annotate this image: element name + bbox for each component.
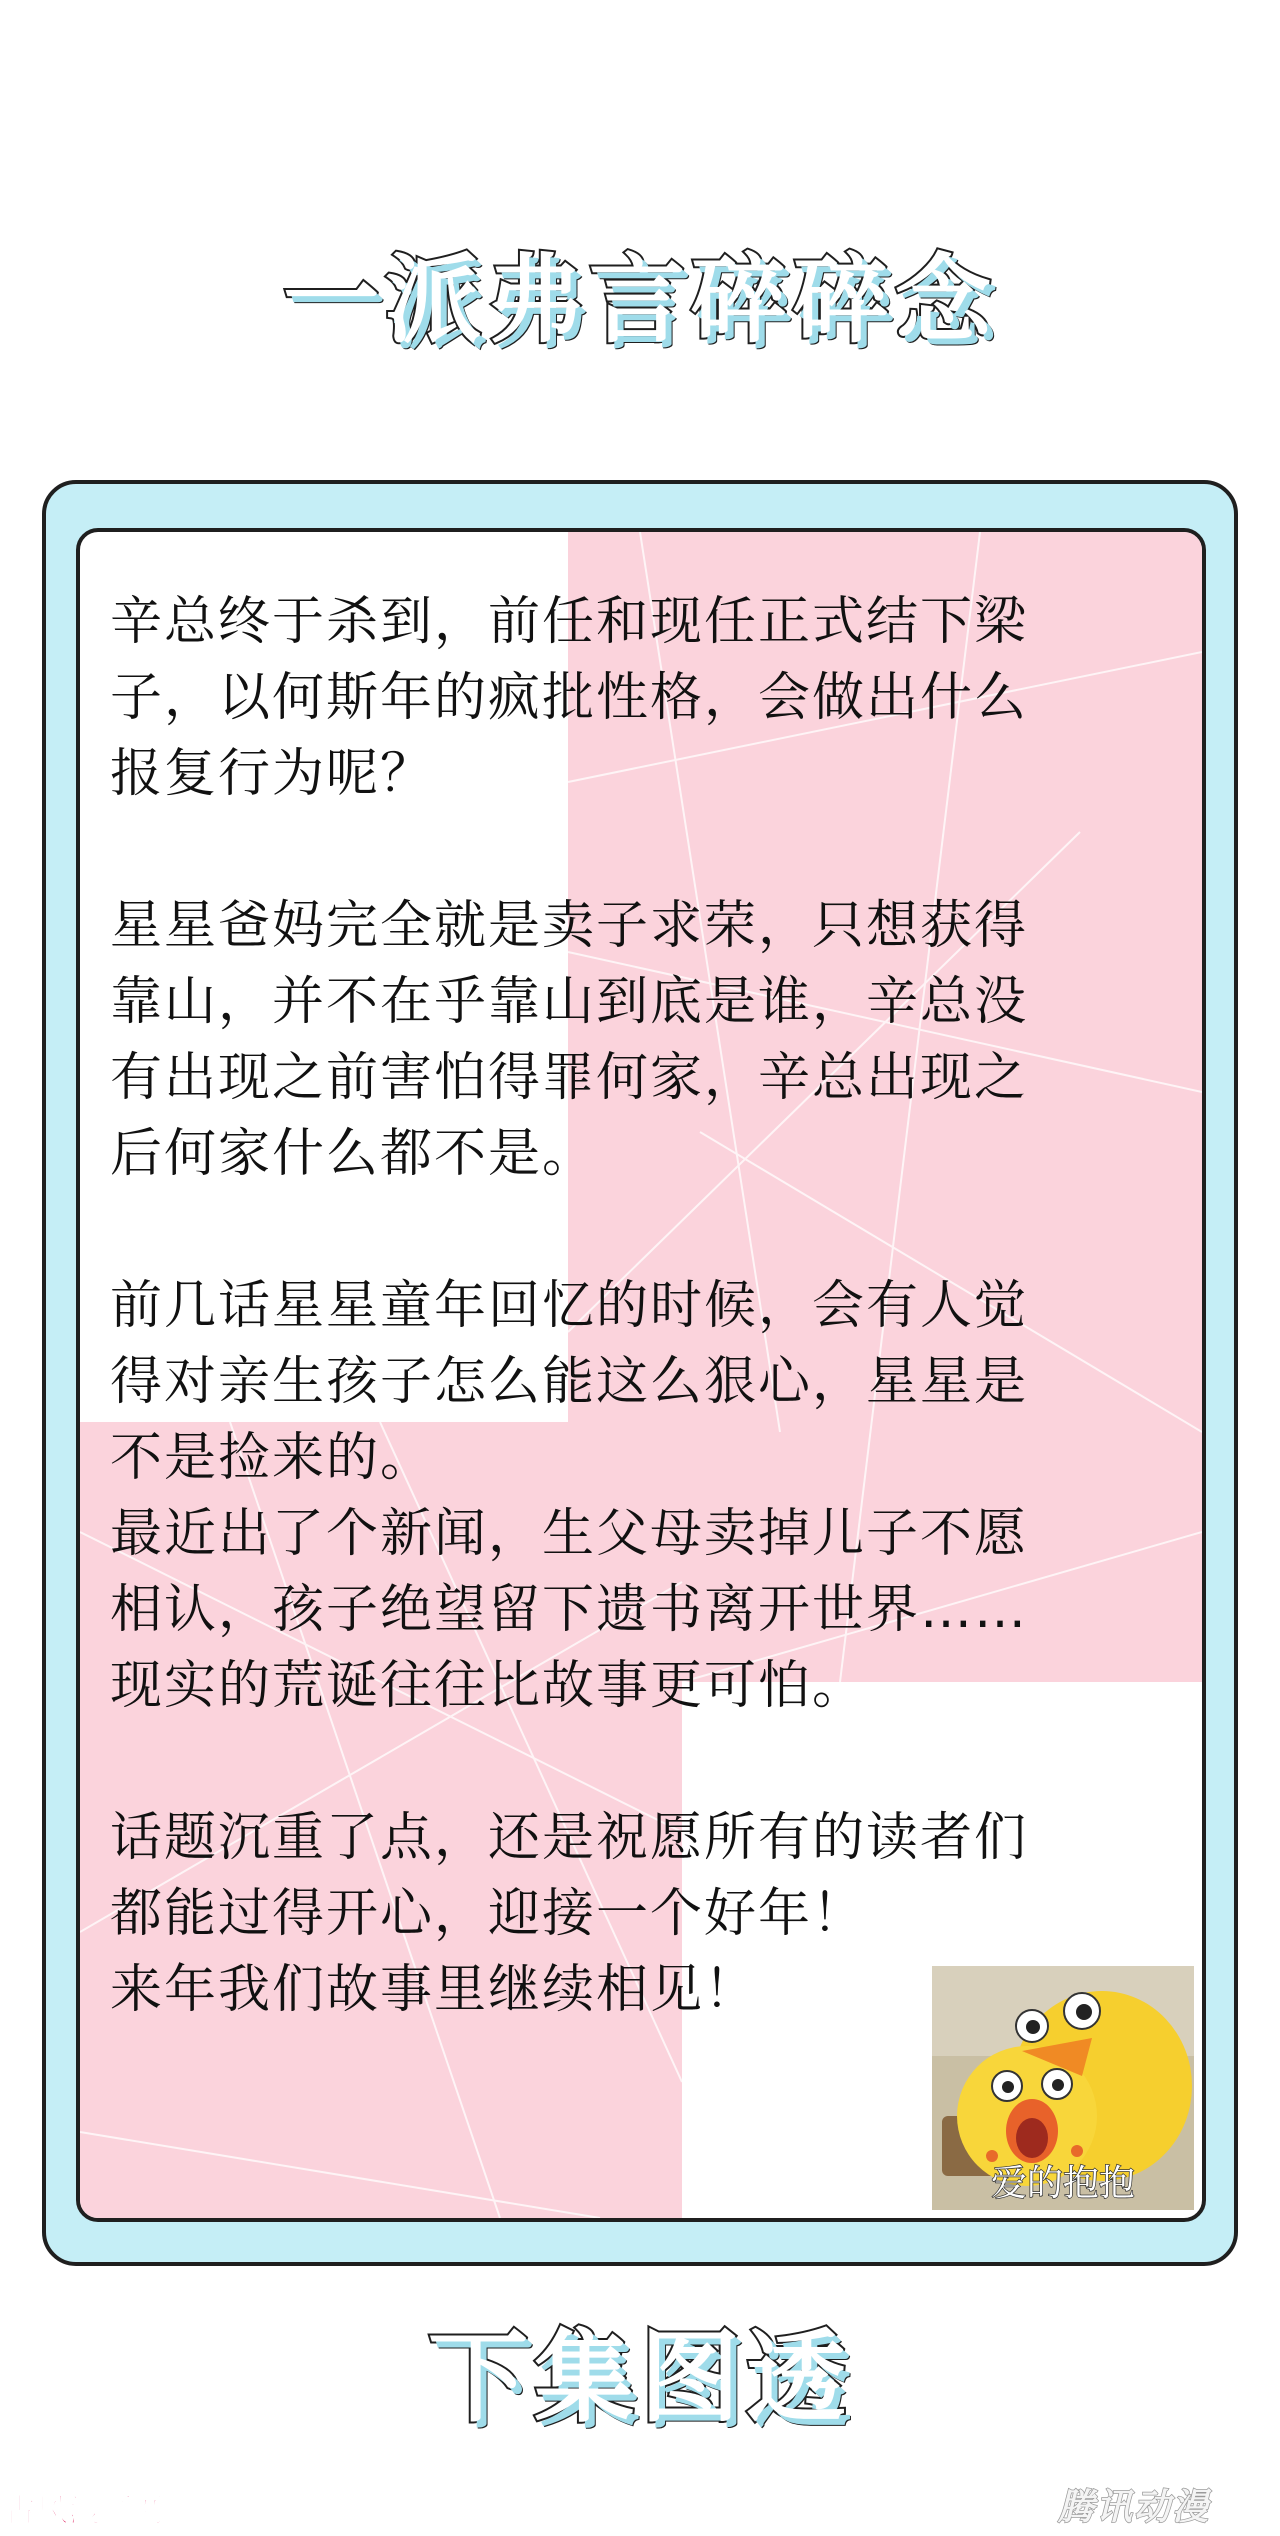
- sticker-image: [932, 1966, 1194, 2210]
- note-paragraph-3: 前几话星星童年回忆的时候，会有人觉 得对亲生孩子怎么能这么狠心，星星是 不是捡来的。: [110, 1276, 1029, 1488]
- note-text: [110, 584, 1190, 2028]
- next-episode-title: 下集图透: [428, 2319, 852, 2436]
- page-title: 一派弗言碎碎念: [283, 244, 997, 356]
- note-paragraph-5: 话题沉重了点，还是祝愿所有的读者们 都能过得开心，迎接一个好年！ 来年我们故事里继续相见！: [110, 1808, 1029, 2020]
- note-frame-inner: [76, 528, 1206, 2222]
- publisher-watermark: 腾讯动漫: [1058, 2487, 1211, 2528]
- site-watermark: 古风漫画网: [4, 2491, 165, 2529]
- note-paragraph-2: 星星爸妈完全就是卖子求荣，只想获得 靠山，并不在乎靠山到底是谁，辛总没 有出现之前害怕得罪何家，辛总出现之 后何家什么都不是。: [110, 896, 1029, 1184]
- sticker-caption: 爱的抱抱: [990, 2163, 1135, 2204]
- note-paragraph-1: 辛总终于杀到，前任和现任正式结下梁 子，以何斯年的疯批性格，会做出什么 报复行为呢？: [110, 592, 1029, 804]
- note-paragraph-4: 最近出了个新闻，生父母卖掉儿子不愿 相认，孩子绝望留下遗书离开世界…… 现实的荒诞往往比故事更可怕。: [110, 1504, 1029, 1716]
